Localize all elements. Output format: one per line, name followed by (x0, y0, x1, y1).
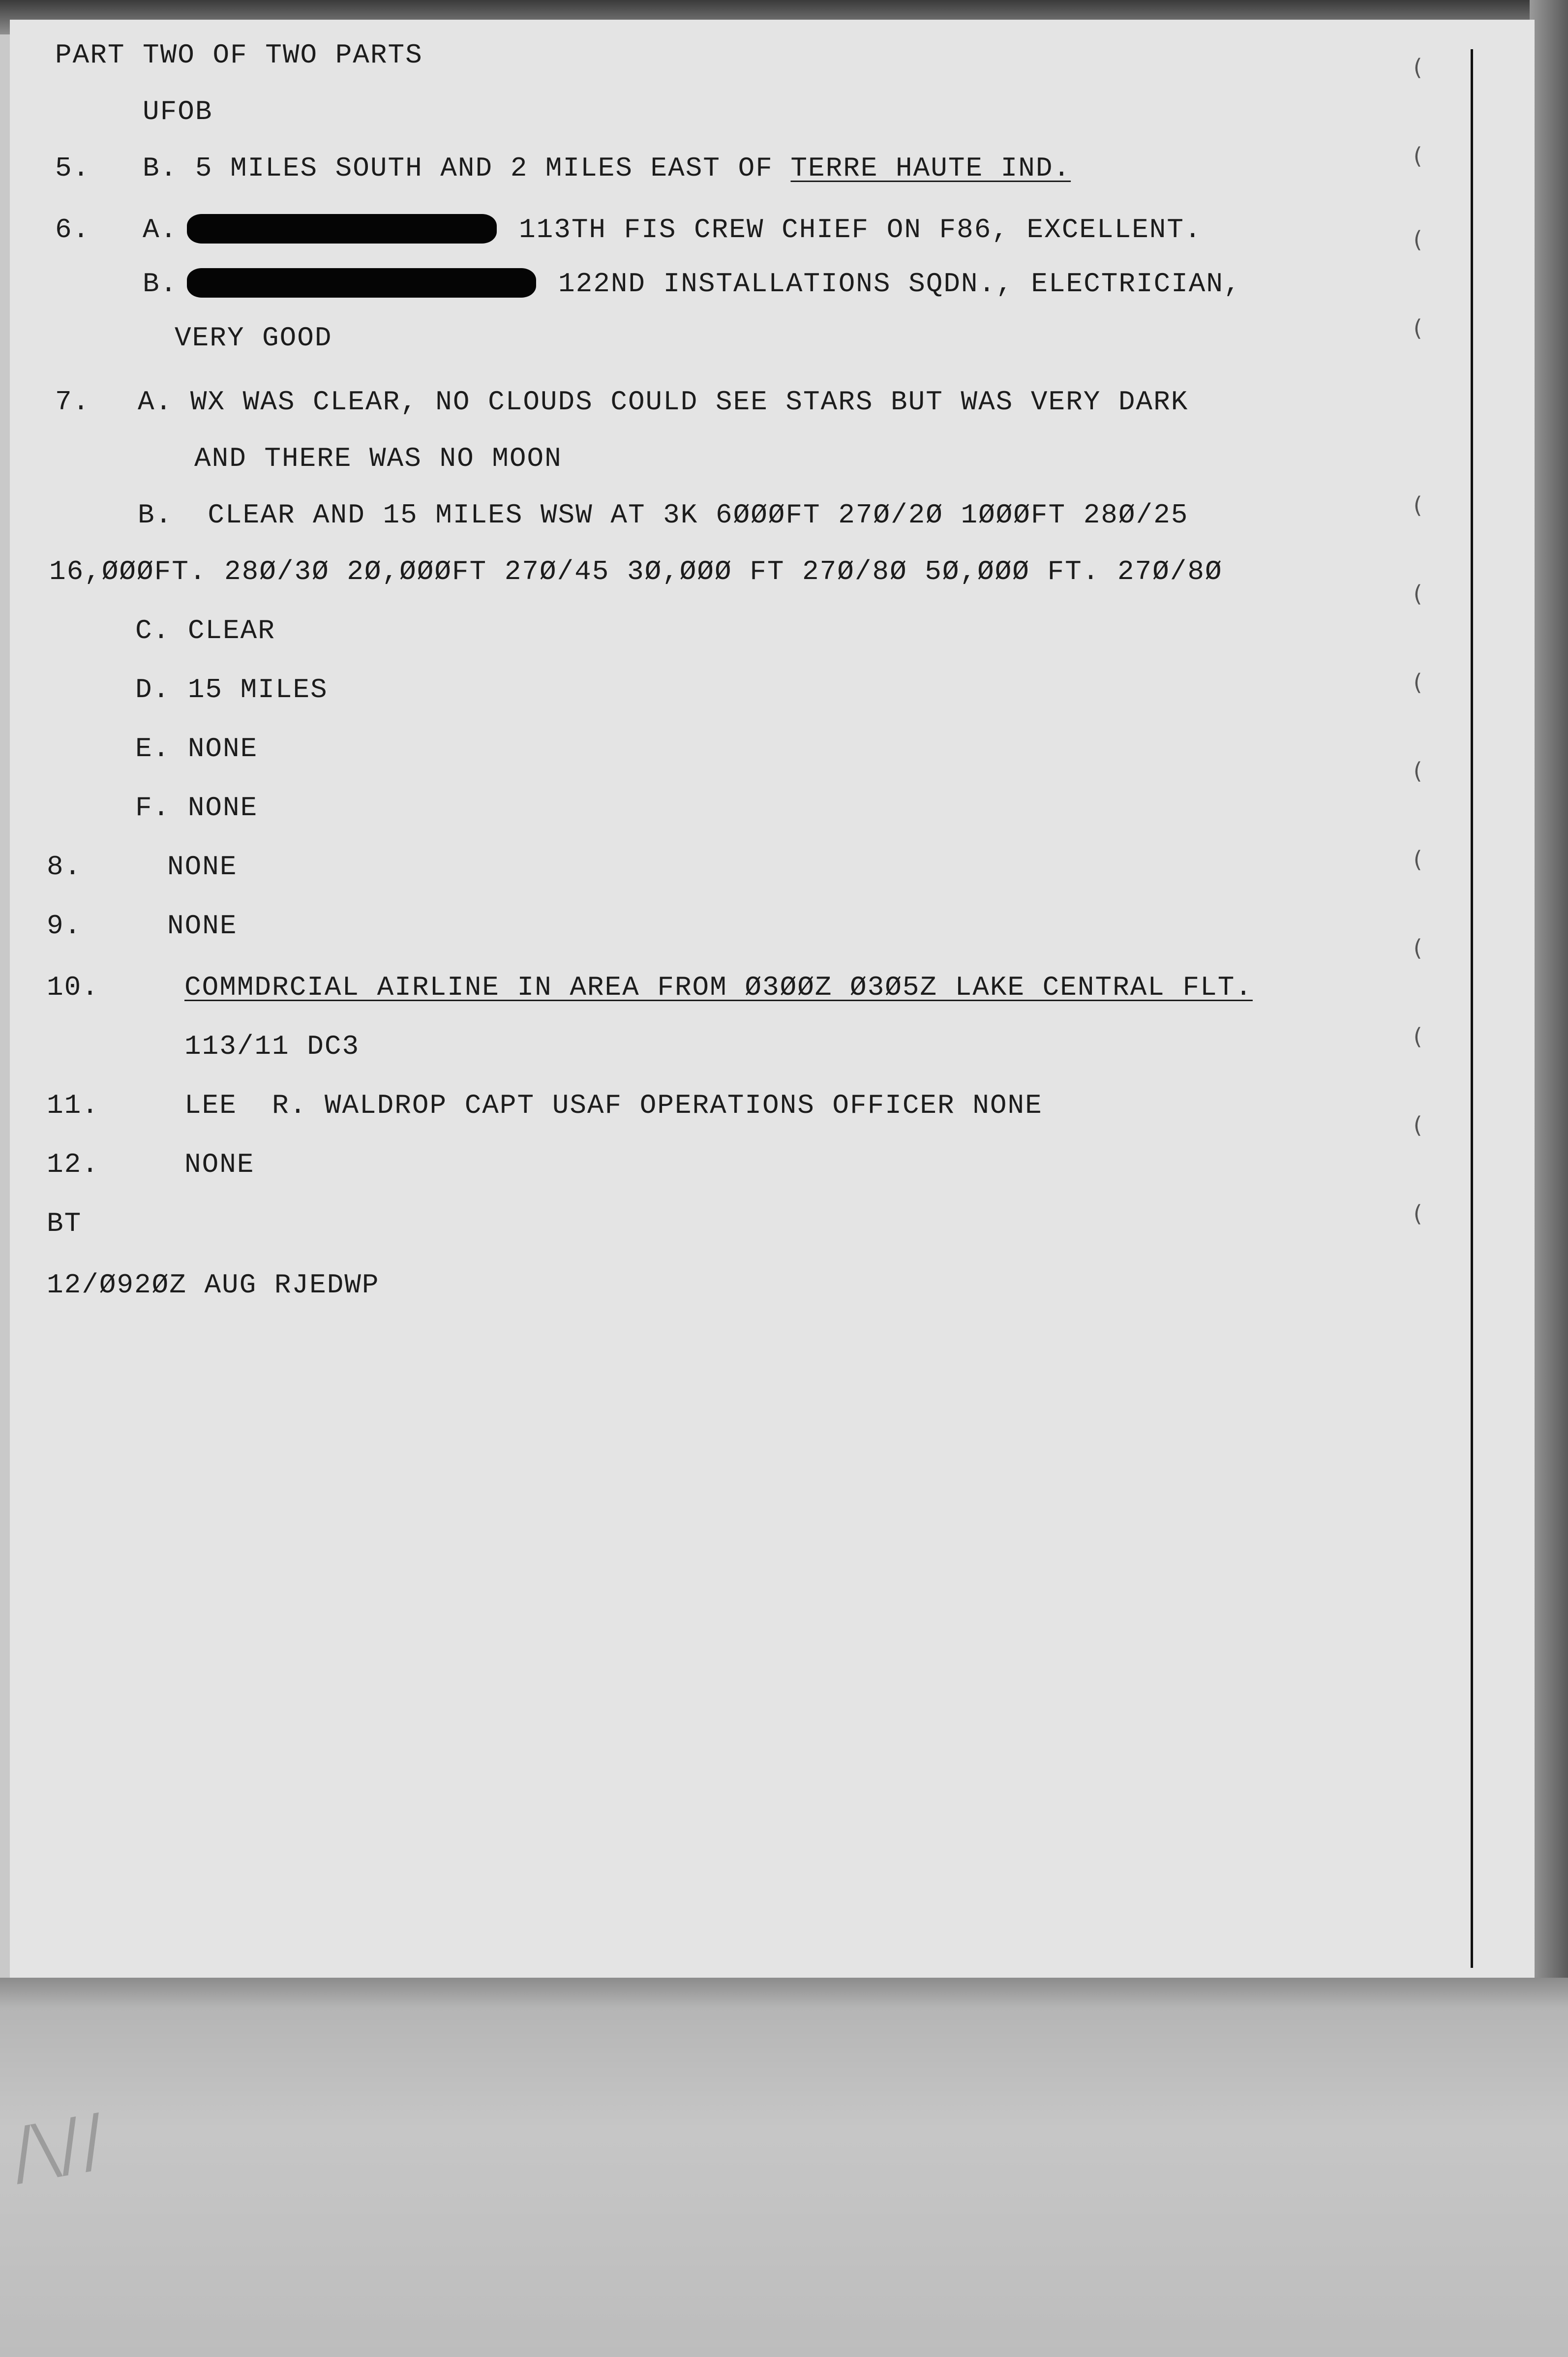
item-6b-continuation: VERY GOOD (175, 322, 332, 354)
item-7b-continuation: 16,ØØØFT. 28Ø/3Ø 2Ø,ØØØFT 27Ø/45 3Ø,ØØØ FT 27Ø/8Ø 5Ø,ØØØ FT. 27Ø/8Ø (49, 556, 1223, 587)
margin-mark: ( (1411, 226, 1424, 253)
redaction-bar (187, 268, 536, 298)
item-9-number: 9. (47, 910, 82, 942)
item-7a-text: A. WX WAS CLEAR, NO CLOUDS COULD SEE STARS BUT WAS VERY DARK (138, 386, 1189, 418)
margin-mark: ( (1411, 935, 1424, 961)
item-6b-label: B. (143, 268, 178, 300)
item-6b-text: 122ND INSTALLATIONS SQDN., ELECTRICIAN, (558, 268, 1241, 300)
item-9-text: NONE (167, 910, 238, 942)
film-scratch-mark: /\// (5, 2099, 111, 2195)
item-5-underlined: TERRE HAUTE IND. (790, 153, 1071, 184)
break-marker: BT (47, 1208, 82, 1239)
item-10-continuation: 113/11 DC3 (184, 1031, 360, 1062)
item-10-underlined: COMMDRCIAL AIRLINE IN AREA FROM Ø3ØØZ Ø3Ø5Z LAKE CENTRAL FLT. (184, 972, 1253, 1003)
margin-mark: ( (1411, 669, 1424, 696)
margin-mark: ( (1411, 581, 1424, 607)
item-7f-text: F. NONE (135, 792, 258, 824)
film-edge-bottom (0, 1978, 1568, 2357)
margin-mark: ( (1411, 143, 1424, 169)
item-6b-redaction (187, 268, 536, 301)
margin-rule (1471, 49, 1473, 1968)
margin-mark: ( (1411, 315, 1424, 341)
margin-mark: ( (1411, 1112, 1424, 1138)
item-8-number: 8. (47, 851, 82, 883)
subject-line: UFOB (143, 96, 213, 127)
item-11-number: 11. (47, 1090, 99, 1121)
item-6a-label: A. (143, 214, 178, 245)
redaction-bar (187, 214, 497, 244)
item-6-number: 6. (55, 214, 90, 245)
item-7b-text: B. CLEAR AND 15 MILES WSW AT 3K 6ØØØFT 27Ø/2Ø 1ØØØFT 28Ø/25 (138, 499, 1189, 531)
item-5-text-pre: B. 5 MILES SOUTH AND 2 MILES EAST OF (143, 153, 791, 184)
item-7-number: 7. (55, 386, 90, 418)
item-10-number: 10. (47, 972, 99, 1003)
item-11-text: LEE R. WALDROP CAPT USAF OPERATIONS OFFICER NONE (184, 1090, 1043, 1121)
item-6a-text: 113TH FIS CREW CHIEF ON F86, EXCELLENT. (519, 214, 1202, 245)
margin-mark: ( (1411, 54, 1424, 81)
item-10-text (184, 972, 1253, 1003)
item-12-number: 12. (47, 1149, 99, 1180)
margin-mark: ( (1411, 1023, 1424, 1050)
item-7c-text: C. CLEAR (135, 615, 275, 646)
date-time-group: 12/Ø92ØZ AUG RJEDWP (47, 1269, 380, 1301)
item-7d-text: D. 15 MILES (135, 674, 328, 705)
margin-mark: ( (1411, 492, 1424, 519)
item-5-text (143, 153, 1071, 184)
item-5-number: 5. (55, 153, 90, 184)
item-7e-text: E. NONE (135, 733, 258, 765)
margin-mark: ( (1411, 846, 1424, 873)
item-12-text: NONE (184, 1149, 255, 1180)
item-6a-redaction (187, 214, 497, 247)
margin-mark: ( (1411, 1200, 1424, 1227)
margin-mark: ( (1411, 758, 1424, 784)
item-8-text: NONE (167, 851, 238, 883)
item-7a-continuation: AND THERE WAS NO MOON (194, 443, 562, 474)
header-line: PART TWO OF TWO PARTS (55, 39, 423, 71)
